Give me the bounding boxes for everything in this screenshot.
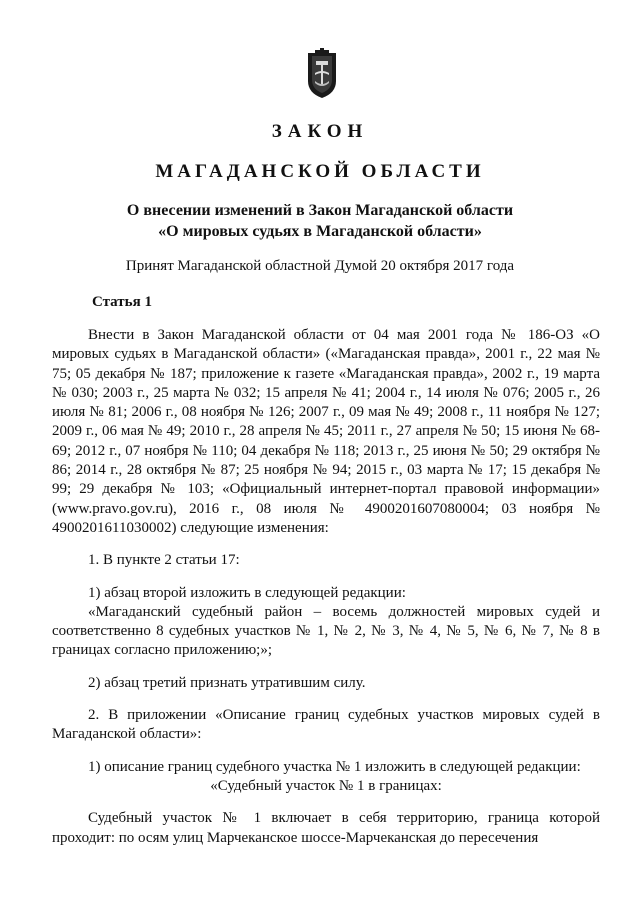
- document-subtitle: [0, 200, 640, 242]
- paragraph-item-2: 2. В приложении «Описание границ судебных участков мировых судей в Магаданской области»:: [52, 707, 600, 743]
- subtitle-line-1: О внесении изменений в Закон Магаданской области: [126, 202, 514, 219]
- coat-of-arms-emblem-icon: [303, 47, 341, 99]
- paragraph-intro: Внести в Закон Магаданской области от 04 мая 2001 года № 186-ОЗ «О мировых судьях в Магаданской области» («Магаданская правда», 2001 г., 22 мая № 75; 05 декабря № 187; приложение к газете «Магаданская правда», 2002 г., 19 марта № 030; 2003 г., 25 марта № 032; 15 апреля № 41; 2004 г., 14 июля № 076; 2005 г., 26 июля № 81; 2006 г., 08 ноября № 126; 2007 г., 09 мая № 49; 2008 г., 11 ноября № 127; 2009 г., 06 мая № 49; 2010 г., 28 апреля № 45; 2011 г., 27 апреля № 50; 15 июня № 68-69; 2012 г., 07 ноября № 110; 04 декабря № 118; 2013 г., 25 июня № 50; 29 октября № 86; 2014 г., 28 октября № 87; 25 ноября № 94; 2015 г., 03 марта № 17; 15 декабря № 99; 29 декабря № 103; «Официальный интернет-портал правовой информации» (www.pravo.gov.ru), 2016 г., 08 июля № 4900201607080004; 03 ноября № 4900201611030002) следующие изменения:: [52, 327, 600, 536]
- paragraph-subitem-2: 2) абзац третий признать утратившим силу.: [88, 674, 366, 691]
- document-title-region: МАГАДАНСКОЙ ОБЛАСТИ: [155, 161, 485, 182]
- article-heading: Статья 1: [92, 294, 152, 310]
- document-body: [52, 326, 600, 848]
- paragraph-boundary-description: Судебный участок № 1 включает в себя территорию, граница которой проходит: по осям улиц Марчеканское шоссе-Марчеканская до пересечения: [52, 810, 600, 846]
- paragraph-quote-heading: «Судебный участок № 1 в границах:: [210, 777, 442, 794]
- paragraph-subitem-1: 1) абзац второй изложить в следующей редакции:: [88, 584, 406, 601]
- subtitle-line-2: «О мировых судьях в Магаданской области»: [158, 223, 482, 240]
- paragraph-quote-district: «Магаданский судебный район – восемь должностей мировых судей и соответственно 8 судебных участков № 1, № 2, № 3, № 4, № 5, № 6, № 7, № 8 в границах согласно приложению;»;: [52, 603, 600, 659]
- document-title-law: ЗАКОН: [271, 121, 369, 142]
- adoption-note: Принят Магаданской областной Думой 20 октября 2017 года: [125, 258, 515, 274]
- paragraph-item-1: 1. В пункте 2 статьи 17:: [88, 552, 240, 569]
- paragraph-subitem-boundaries: 1) описание границ судебного участка № 1 изложить в следующей редакции:: [88, 758, 581, 775]
